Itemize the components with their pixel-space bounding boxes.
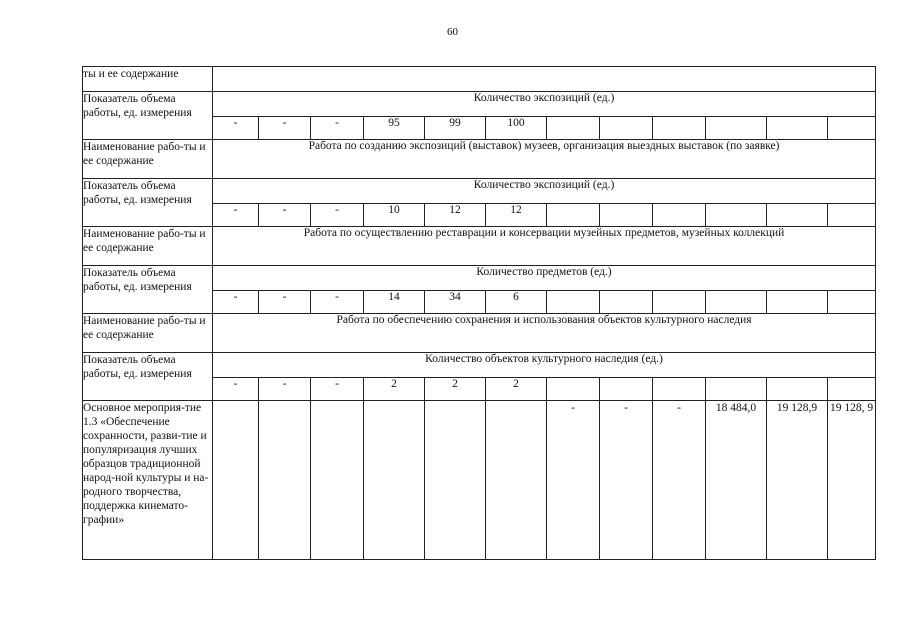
value-cell: - [600, 401, 653, 560]
indicator-label: Показатель объема работы, ед. измерения [83, 179, 213, 227]
empty-cell [828, 204, 876, 227]
value-cell: - [259, 291, 311, 314]
value-cell: 12 [425, 204, 486, 227]
table-row [83, 67, 876, 92]
empty-cell [600, 204, 653, 227]
program-table [82, 66, 876, 560]
row-label: ты и ее содержание [83, 67, 213, 92]
value-cell: - [311, 117, 364, 140]
value-cell: - [311, 291, 364, 314]
empty-cell [653, 291, 706, 314]
empty-cell [259, 401, 311, 560]
indicator-label: Показатель объема работы, ед. измерения [83, 353, 213, 401]
value-cell: 19 128, 9 [828, 401, 876, 560]
value-cell: 100 [486, 117, 547, 140]
empty-cell [486, 401, 547, 560]
value-cell: 10 [364, 204, 425, 227]
value-cell: - [213, 204, 259, 227]
empty-cell [547, 117, 600, 140]
empty-cell [364, 401, 425, 560]
value-cell: - [311, 378, 364, 401]
value-cell: - [259, 204, 311, 227]
indicator-title: Количество экспозиций (ед.) [213, 179, 876, 204]
value-cell: 18 484,0 [706, 401, 767, 560]
table-row [83, 314, 876, 353]
work-name-label: Наименование рабо-ты и ее содержание [83, 314, 213, 353]
empty-cell [767, 117, 828, 140]
empty-cell [311, 401, 364, 560]
value-cell: - [311, 204, 364, 227]
work-name-text: Работа по осуществлению реставрации и консервации музейных предметов, музейных коллекций [213, 227, 876, 266]
page-number: 60 [447, 26, 458, 38]
value-cell: 99 [425, 117, 486, 140]
empty-cell [547, 378, 600, 401]
value-cell: 2 [486, 378, 547, 401]
value-cell: 6 [486, 291, 547, 314]
empty-cell [706, 378, 767, 401]
empty-cell [213, 67, 876, 92]
empty-cell [767, 378, 828, 401]
value-cell: 19 128,9 [767, 401, 828, 560]
empty-cell [828, 291, 876, 314]
empty-cell [767, 291, 828, 314]
value-cell: 12 [486, 204, 547, 227]
empty-cell [600, 117, 653, 140]
empty-cell [706, 117, 767, 140]
empty-cell [213, 401, 259, 560]
indicator-title: Количество экспозиций (ед.) [213, 92, 876, 117]
table-row [83, 92, 876, 117]
value-cell: 14 [364, 291, 425, 314]
indicator-label: Показатель объема работы, ед. измерения [83, 266, 213, 314]
empty-cell [547, 204, 600, 227]
work-name-text: Работа по обеспечению сохранения и использования объектов культурного наследия [213, 314, 876, 353]
empty-cell [425, 401, 486, 560]
value-cell: 95 [364, 117, 425, 140]
table-row [83, 179, 876, 204]
table-row [83, 266, 876, 291]
value-cell: 34 [425, 291, 486, 314]
table-row [83, 401, 876, 560]
value-cell: - [213, 378, 259, 401]
empty-cell [653, 378, 706, 401]
activity-label: Основное мероприя-тие 1.3 «Обеспечение сохранности, разви-тие и популяризация лучших образцов традиционной народ-ной культуры и на-родного творчества, поддержка кинемато-графии» [83, 401, 213, 560]
empty-cell [600, 291, 653, 314]
work-name-label: Наименование рабо-ты и ее содержание [83, 140, 213, 179]
table-row [83, 353, 876, 378]
value-cell: - [259, 378, 311, 401]
value-cell: - [547, 401, 600, 560]
empty-cell [653, 204, 706, 227]
empty-cell [828, 378, 876, 401]
work-name-label: Наименование рабо-ты и ее содержание [83, 227, 213, 266]
indicator-title: Количество объектов культурного наследия (ед.) [213, 353, 876, 378]
empty-cell [600, 378, 653, 401]
empty-cell [828, 117, 876, 140]
empty-cell [547, 291, 600, 314]
table-row [83, 140, 876, 179]
value-cell: - [259, 117, 311, 140]
empty-cell [706, 204, 767, 227]
value-cell: 2 [425, 378, 486, 401]
table-row [83, 227, 876, 266]
indicator-title: Количество предметов (ед.) [213, 266, 876, 291]
indicator-label: Показатель объема работы, ед. измерения [83, 92, 213, 140]
value-cell: - [213, 117, 259, 140]
value-cell: 2 [364, 378, 425, 401]
empty-cell [767, 204, 828, 227]
work-name-text: Работа по созданию экспозиций (выставок) музеев, организация выездных выставок (по заявке) [213, 140, 876, 179]
empty-cell [653, 117, 706, 140]
value-cell: - [653, 401, 706, 560]
value-cell: - [213, 291, 259, 314]
empty-cell [706, 291, 767, 314]
